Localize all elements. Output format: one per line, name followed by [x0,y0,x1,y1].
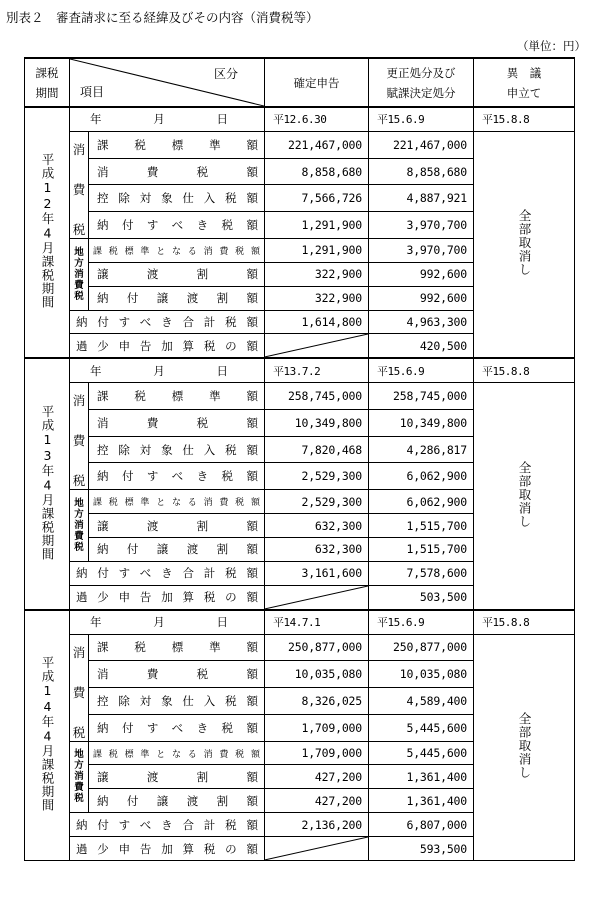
kakutei-consumption_tax: 10,035,080 [265,661,369,688]
kousei-tax_base: 250,877,000 [369,634,474,661]
kakutei-payable: 2,529,300 [265,463,369,490]
kakutei-consumption_tax: 10,349,800 [265,409,369,436]
row-label-transfer: 譲渡割額 [89,262,265,286]
igi-result [474,634,575,860]
row-label-consumption_tax: 消費税額 [89,409,265,436]
row-label-consumption_tax: 消費税額 [89,158,265,185]
kakutei-consumption_tax: 8,858,680 [265,158,369,185]
kousei-total-payable: 6,807,000 [369,813,474,837]
kakutei-deductible: 7,820,468 [265,436,369,463]
kousei-deductible: 4,286,817 [369,436,474,463]
kakutei-transfer: 427,200 [265,765,369,789]
row-label-transfer: 譲渡割額 [89,514,265,538]
row-label-total-payable: 納付すべき合計税額 [70,813,265,837]
row-label-tax_base: 課税標準額 [89,131,265,158]
period-label [25,358,70,609]
row-label-payable: 納付すべき税額 [89,212,265,239]
header-igi: 異 議 申立て [474,58,575,107]
date-kousei: 平15.6.9 [369,610,474,634]
row-label-deductible: 控除対象仕入税額 [89,185,265,212]
kousei-transfer_payable: 1,361,400 [369,789,474,813]
table-row [25,634,575,661]
igi-result-text: 全部取消し [517,712,532,780]
kakutei-total-payable: 2,136,200 [265,813,369,837]
kousei-payable: 5,445,600 [369,714,474,741]
category-consumption-tax: 消 費 税 [70,131,89,238]
date-igi: 平15.8.8 [474,358,575,382]
row-label-total-payable: 納付すべき合計税額 [70,561,265,585]
kousei-consumption_tax: 10,035,080 [369,661,474,688]
kousei-penalty: 503,500 [369,585,474,609]
row-label-transfer_payable: 納付譲渡割額 [89,789,265,813]
row-label-deductible: 控除対象仕入税額 [89,688,265,715]
kakutei-penalty-empty [265,837,369,861]
row-label-tax_base: 課税標準額 [89,634,265,661]
row-label-payable: 納付すべき税額 [89,714,265,741]
kousei-transfer: 1,515,700 [369,514,474,538]
row-label-local_base: 課税標準となる消費税額 [89,238,265,262]
period-label-text: 平成14年4月課税期間 [40,655,55,812]
kousei-local_base: 6,062,900 [369,490,474,514]
date-kousei: 平15.6.9 [369,107,474,131]
kousei-transfer_payable: 992,600 [369,286,474,310]
row-label-transfer: 譲渡割額 [89,765,265,789]
period-label-text: 平成12年4月課税期間 [40,153,55,310]
date-kousei: 平15.6.9 [369,358,474,382]
date-igi: 平15.8.8 [474,610,575,634]
date-kakutei: 平12.6.30 [265,107,369,131]
kakutei-total-payable: 3,161,600 [265,561,369,585]
kousei-consumption_tax: 8,858,680 [369,158,474,185]
date-kakutei: 平14.7.1 [265,610,369,634]
kakutei-tax_base: 221,467,000 [265,131,369,158]
row-label-transfer_payable: 納付譲渡割額 [89,286,265,310]
period-date-row [25,107,575,131]
row-label-date: 年 月 日 [70,107,265,131]
kakutei-local_base: 2,529,300 [265,490,369,514]
kakutei-local_base: 1,709,000 [265,741,369,765]
kakutei-transfer: 322,900 [265,262,369,286]
kakutei-tax_base: 250,877,000 [265,634,369,661]
kakutei-penalty-empty [265,585,369,609]
header-diagonal-cell [70,58,265,107]
igi-result [474,131,575,358]
kakutei-payable: 1,291,900 [265,212,369,239]
document-title: 別表２ 審査請求に至る経緯及びその内容（消費税等） [6,10,319,25]
kousei-penalty: 593,500 [369,837,474,861]
row-label-tax_base: 課税標準額 [89,383,265,410]
kousei-tax_base: 221,467,000 [369,131,474,158]
kakutei-local_base: 1,291,900 [265,238,369,262]
igi-result-text: 全部取消し [517,209,532,277]
kakutei-penalty-empty [265,334,369,358]
kousei-transfer_payable: 1,515,700 [369,538,474,562]
kakutei-payable: 1,709,000 [265,714,369,741]
row-label-date: 年 月 日 [70,610,265,634]
kousei-tax_base: 258,745,000 [369,383,474,410]
header-period: 課税 期間 [25,58,70,107]
table-row [25,131,575,158]
kousei-transfer: 992,600 [369,262,474,286]
tax-table [24,57,575,861]
kousei-consumption_tax: 10,349,800 [369,409,474,436]
kousei-deductible: 4,887,921 [369,185,474,212]
kakutei-deductible: 7,566,726 [265,185,369,212]
category-local-tax: 地 方 消 費 税 [70,490,89,562]
row-label-transfer_payable: 納付譲渡割額 [89,538,265,562]
period-date-row [25,610,575,634]
kakutei-transfer_payable: 427,200 [265,789,369,813]
kousei-transfer: 1,361,400 [369,765,474,789]
category-local-tax: 地 方 消 費 税 [70,741,89,813]
kousei-total-payable: 7,578,600 [369,561,474,585]
kousei-total-payable: 4,963,300 [369,310,474,334]
kakutei-total-payable: 1,614,800 [265,310,369,334]
header-kubun: 区分 [213,67,238,81]
kousei-penalty: 420,500 [369,334,474,358]
period-date-row [25,358,575,382]
table-row [25,383,575,410]
kousei-local_base: 3,970,700 [369,238,474,262]
row-label-payable: 納付すべき税額 [89,463,265,490]
kousei-payable: 3,970,700 [369,212,474,239]
date-kakutei: 平13.7.2 [265,358,369,382]
row-label-deductible: 控除対象仕入税額 [89,436,265,463]
period-label [25,107,70,358]
category-consumption-tax: 消 費 税 [70,383,89,490]
igi-result-text: 全部取消し [517,460,532,529]
row-label-penalty: 過少申告加算税の額 [70,585,265,609]
igi-result [474,383,575,610]
kakutei-transfer_payable: 632,300 [265,538,369,562]
kakutei-deductible: 8,326,025 [265,688,369,715]
kakutei-transfer_payable: 322,900 [265,286,369,310]
category-consumption-tax: 消 費 税 [70,634,89,741]
kousei-deductible: 4,589,400 [369,688,474,715]
period-label [25,610,70,861]
kousei-local_base: 5,445,600 [369,741,474,765]
row-label-consumption_tax: 消費税額 [89,661,265,688]
header-kakutei: 確定申告 [265,58,369,107]
row-label-local_base: 課税標準となる消費税額 [89,490,265,514]
header-koumoku: 項目 [80,85,105,99]
kousei-payable: 6,062,900 [369,463,474,490]
row-label-penalty: 過少申告加算税の額 [70,837,265,861]
category-local-tax: 地 方 消 費 税 [70,238,89,310]
date-igi: 平15.8.8 [474,107,575,131]
kakutei-transfer: 632,300 [265,514,369,538]
row-label-total-payable: 納付すべき合計税額 [70,310,265,334]
row-label-local_base: 課税標準となる消費税額 [89,741,265,765]
kakutei-tax_base: 258,745,000 [265,383,369,410]
period-label-text: 平成13年4月課税期間 [40,404,55,561]
unit-label: （単位：円） [517,39,586,53]
header-kousei: 更正処分及び 賦課決定処分 [369,58,474,107]
row-label-penalty: 過少申告加算税の額 [70,334,265,358]
row-label-date: 年 月 日 [70,358,265,382]
